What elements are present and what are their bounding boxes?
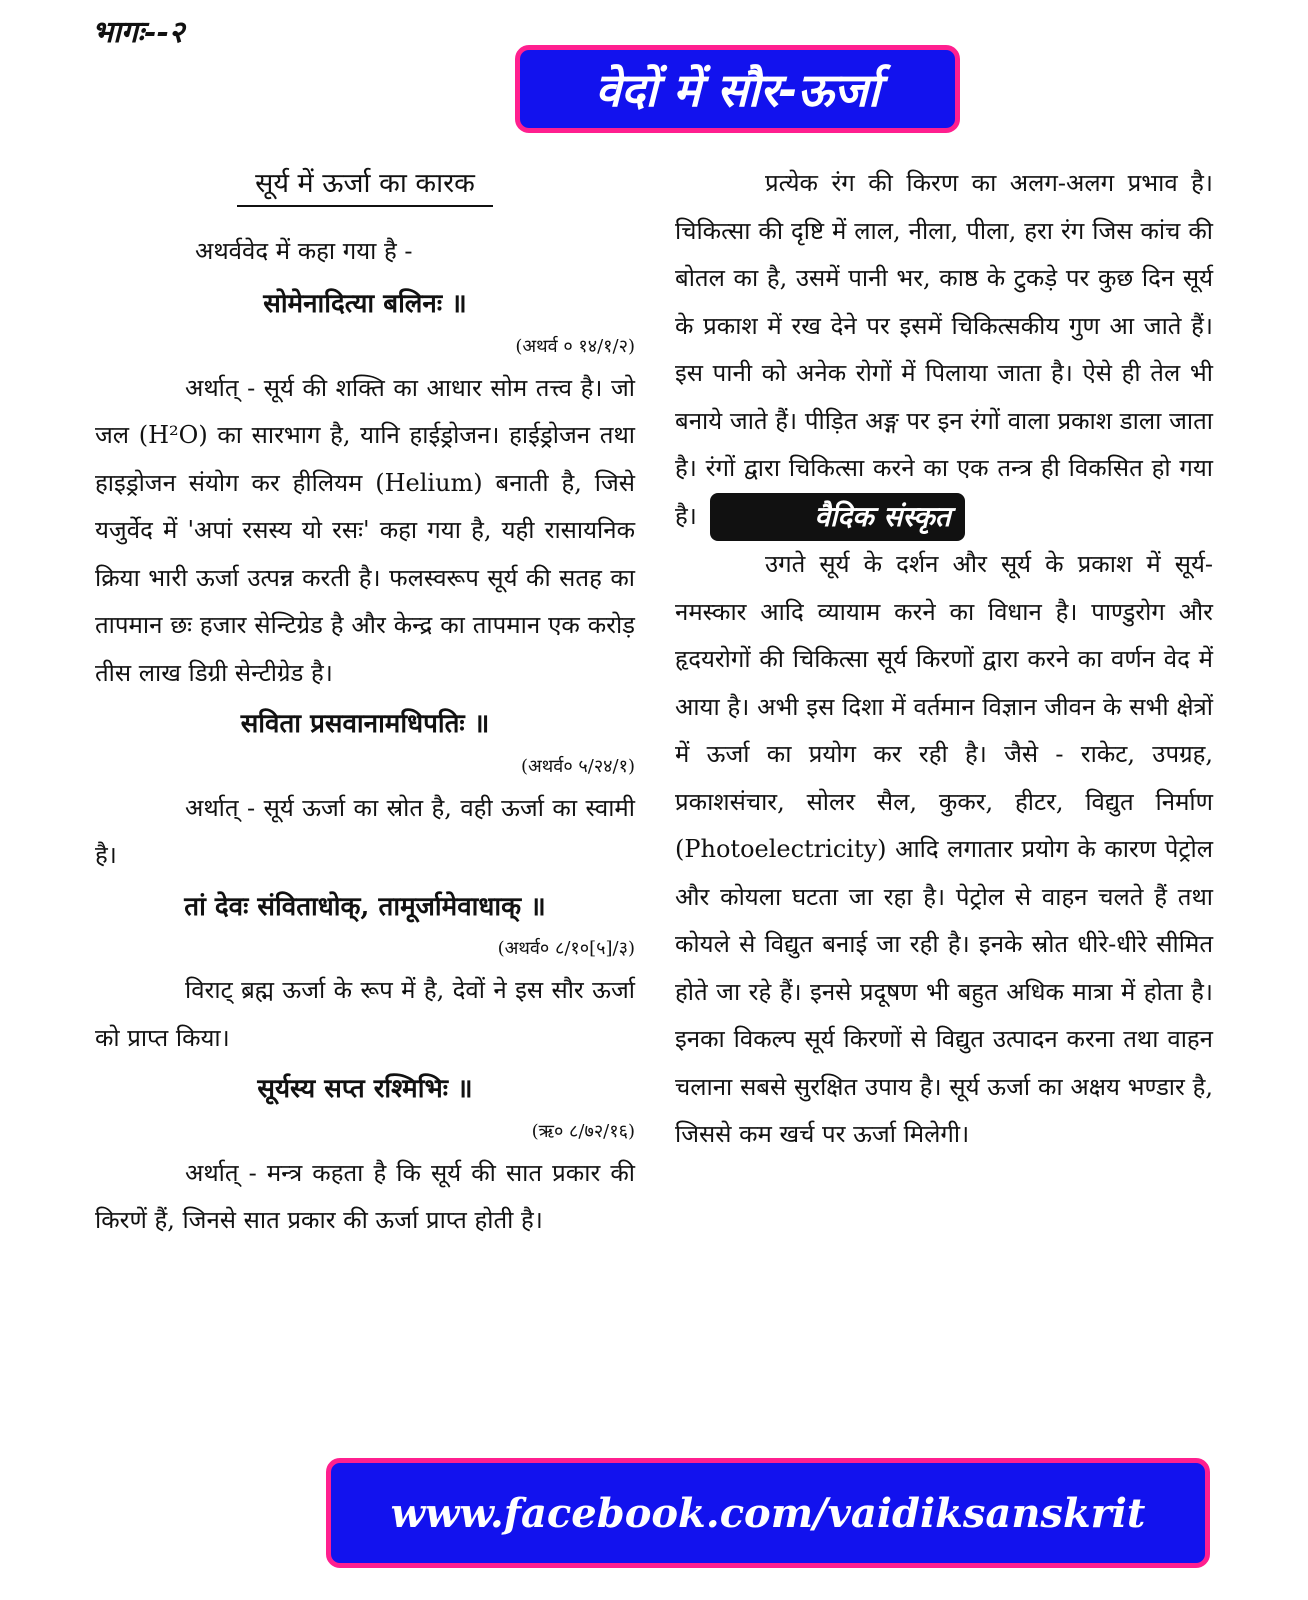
mantra-4: सूर्यस्य सप्त रश्मिभिः ॥ [257, 1074, 473, 1104]
paragraph-1: अर्थात् - सूर्य की शक्ति का आधार सोम तत्त्व है। जो जल (H²O) का सारभाग है, यानि हाईड्रोजन। हाईड्रोजन तथा हाइड्रोजन संयोग कर हीलियम (Helium) बनाती है, जिसे यजुर्वेद में 'अपां रसस्य यो रसः' कहा गया है, यही रासायनिक क्रिया भारी ऊर्जा उत्पन्न करती है। फलस्वरूप सूर्य की सतह का तापमान छः हजार सेन्टिग्रेड है और केन्द्र का तापमान एक करोड़ तीस लाख डिग्री सेन्टीग्रेड है। [95, 373, 635, 687]
right-paragraph-2: उगते सूर्य के दर्शन और सूर्य के प्रकाश में सूर्य-नमस्कार आदि व्यायाम करने का विधान है। पाण्डुरोग और हृदयरोगों की चिकित्सा सूर्य किरणों द्वारा करने का वर्णन वेद में आया है। अभी इस दिशा में वर्तमान विज्ञान जीवन के सभी क्षेत्रों में ऊर्जा का प्रयोग कर रही है। जैसे - राकेट, उपग्रह, प्रकाशसंचार, सोलर सैल, कुकर, हीटर, विद्युत निर्माण (Photoelectricity) आदि लगातार प्रयोग के कारण पेट्रोल और कोयला घटता जा रहा है। पेट्रोल से वाहन चलते हैं तथा कोयले से विद्युत बनाई जा रही है। इनके स्रोत धीरे-धीरे सीमित होते जा रहे हैं। इनसे प्रदूषण भी बहुत अधिक मात्रा में होता है। इनका विकल्प सूर्य किरणों से विद्युत उत्पादन करना तथा वाहन चलाना सबसे सुरक्षित उपाय है। सूर्य ऊर्जा का अक्षय भण्डार है, जिससे कम खर्च पर ऊर्जा मिलेगी। [675, 550, 1213, 1148]
reference-4: (ऋ० ८/७२/१६) [531, 1120, 635, 1142]
reference-2: (अथर्व० ५/२४/१) [521, 755, 635, 777]
section-heading [95, 160, 635, 208]
intro-line: अथर्ववेद में कहा गया है - [195, 236, 413, 265]
part-label: भागः--२ [92, 15, 185, 50]
title-banner [515, 45, 960, 133]
brand-badge: वैदिक संस्कृत [710, 493, 964, 541]
paragraph-2: अर्थात् - सूर्य ऊर्जा का स्रोत है, वही ऊर्जा का स्वामी है। [95, 793, 635, 869]
paragraph-4: अर्थात् - मन्त्र कहता है कि सूर्य की सात प्रकार की किरणें हैं, जिनसे सात प्रकार की ऊर्जा प्राप्त होती है। [95, 1158, 635, 1234]
footer-link[interactable]: www.facebook.com/vaidiksanskrit [390, 1489, 1146, 1537]
page-title: वेदों में सौर-ऊर्जा [595, 63, 880, 117]
paragraph-3: विराट् ब्रह्म ऊर्जा के रूप में है, देवों ने इस सौर ऊर्जा को प्राप्त किया। [95, 976, 635, 1052]
section-heading-text: सूर्य में ऊर्जा का कारक [237, 168, 493, 207]
mantra-2: सविता प्रसवानामधिपतिः ॥ [240, 709, 490, 739]
right-paragraph-1 [675, 160, 1213, 541]
mantra-1: सोमेनादित्या बलिनः ॥ [263, 289, 467, 319]
reference-1: (अथर्व ० १४/१/२) [515, 335, 635, 357]
mantra-3: तां देवः संविताधोक्, तामूर्जामेवाधाक् ॥ [184, 891, 546, 922]
right-paragraph-1-text: प्रत्येक रंग की किरण का अलग-अलग प्रभाव है। चिकित्सा की दृष्टि में लाल, नीला, पीला, हरा रंग जिस कांच की बोतल का है, उसमें पानी भर, काष्ठ के टुकड़े पर कुछ दिन सूर्य के प्रकाश में रख देने पर इसमें चिकित्सकीय गुण आ जाते हैं। इस पानी को अनेक रोगों में पिलाया जाता है। ऐसे ही तेल भी बनाये जाते हैं। पीड़ित अङ्ग पर इन रंगों वाला प्रकाश डाला जाता है। रंगों द्वारा चिकित्सा करने का एक तन्त्र ही विकसित हो गया है। [675, 169, 1213, 530]
reference-3: (अथर्व० ८/१०[५]/३) [497, 938, 635, 959]
left-column [95, 160, 635, 1245]
right-column [675, 160, 1213, 1159]
footer-banner[interactable] [326, 1458, 1210, 1568]
